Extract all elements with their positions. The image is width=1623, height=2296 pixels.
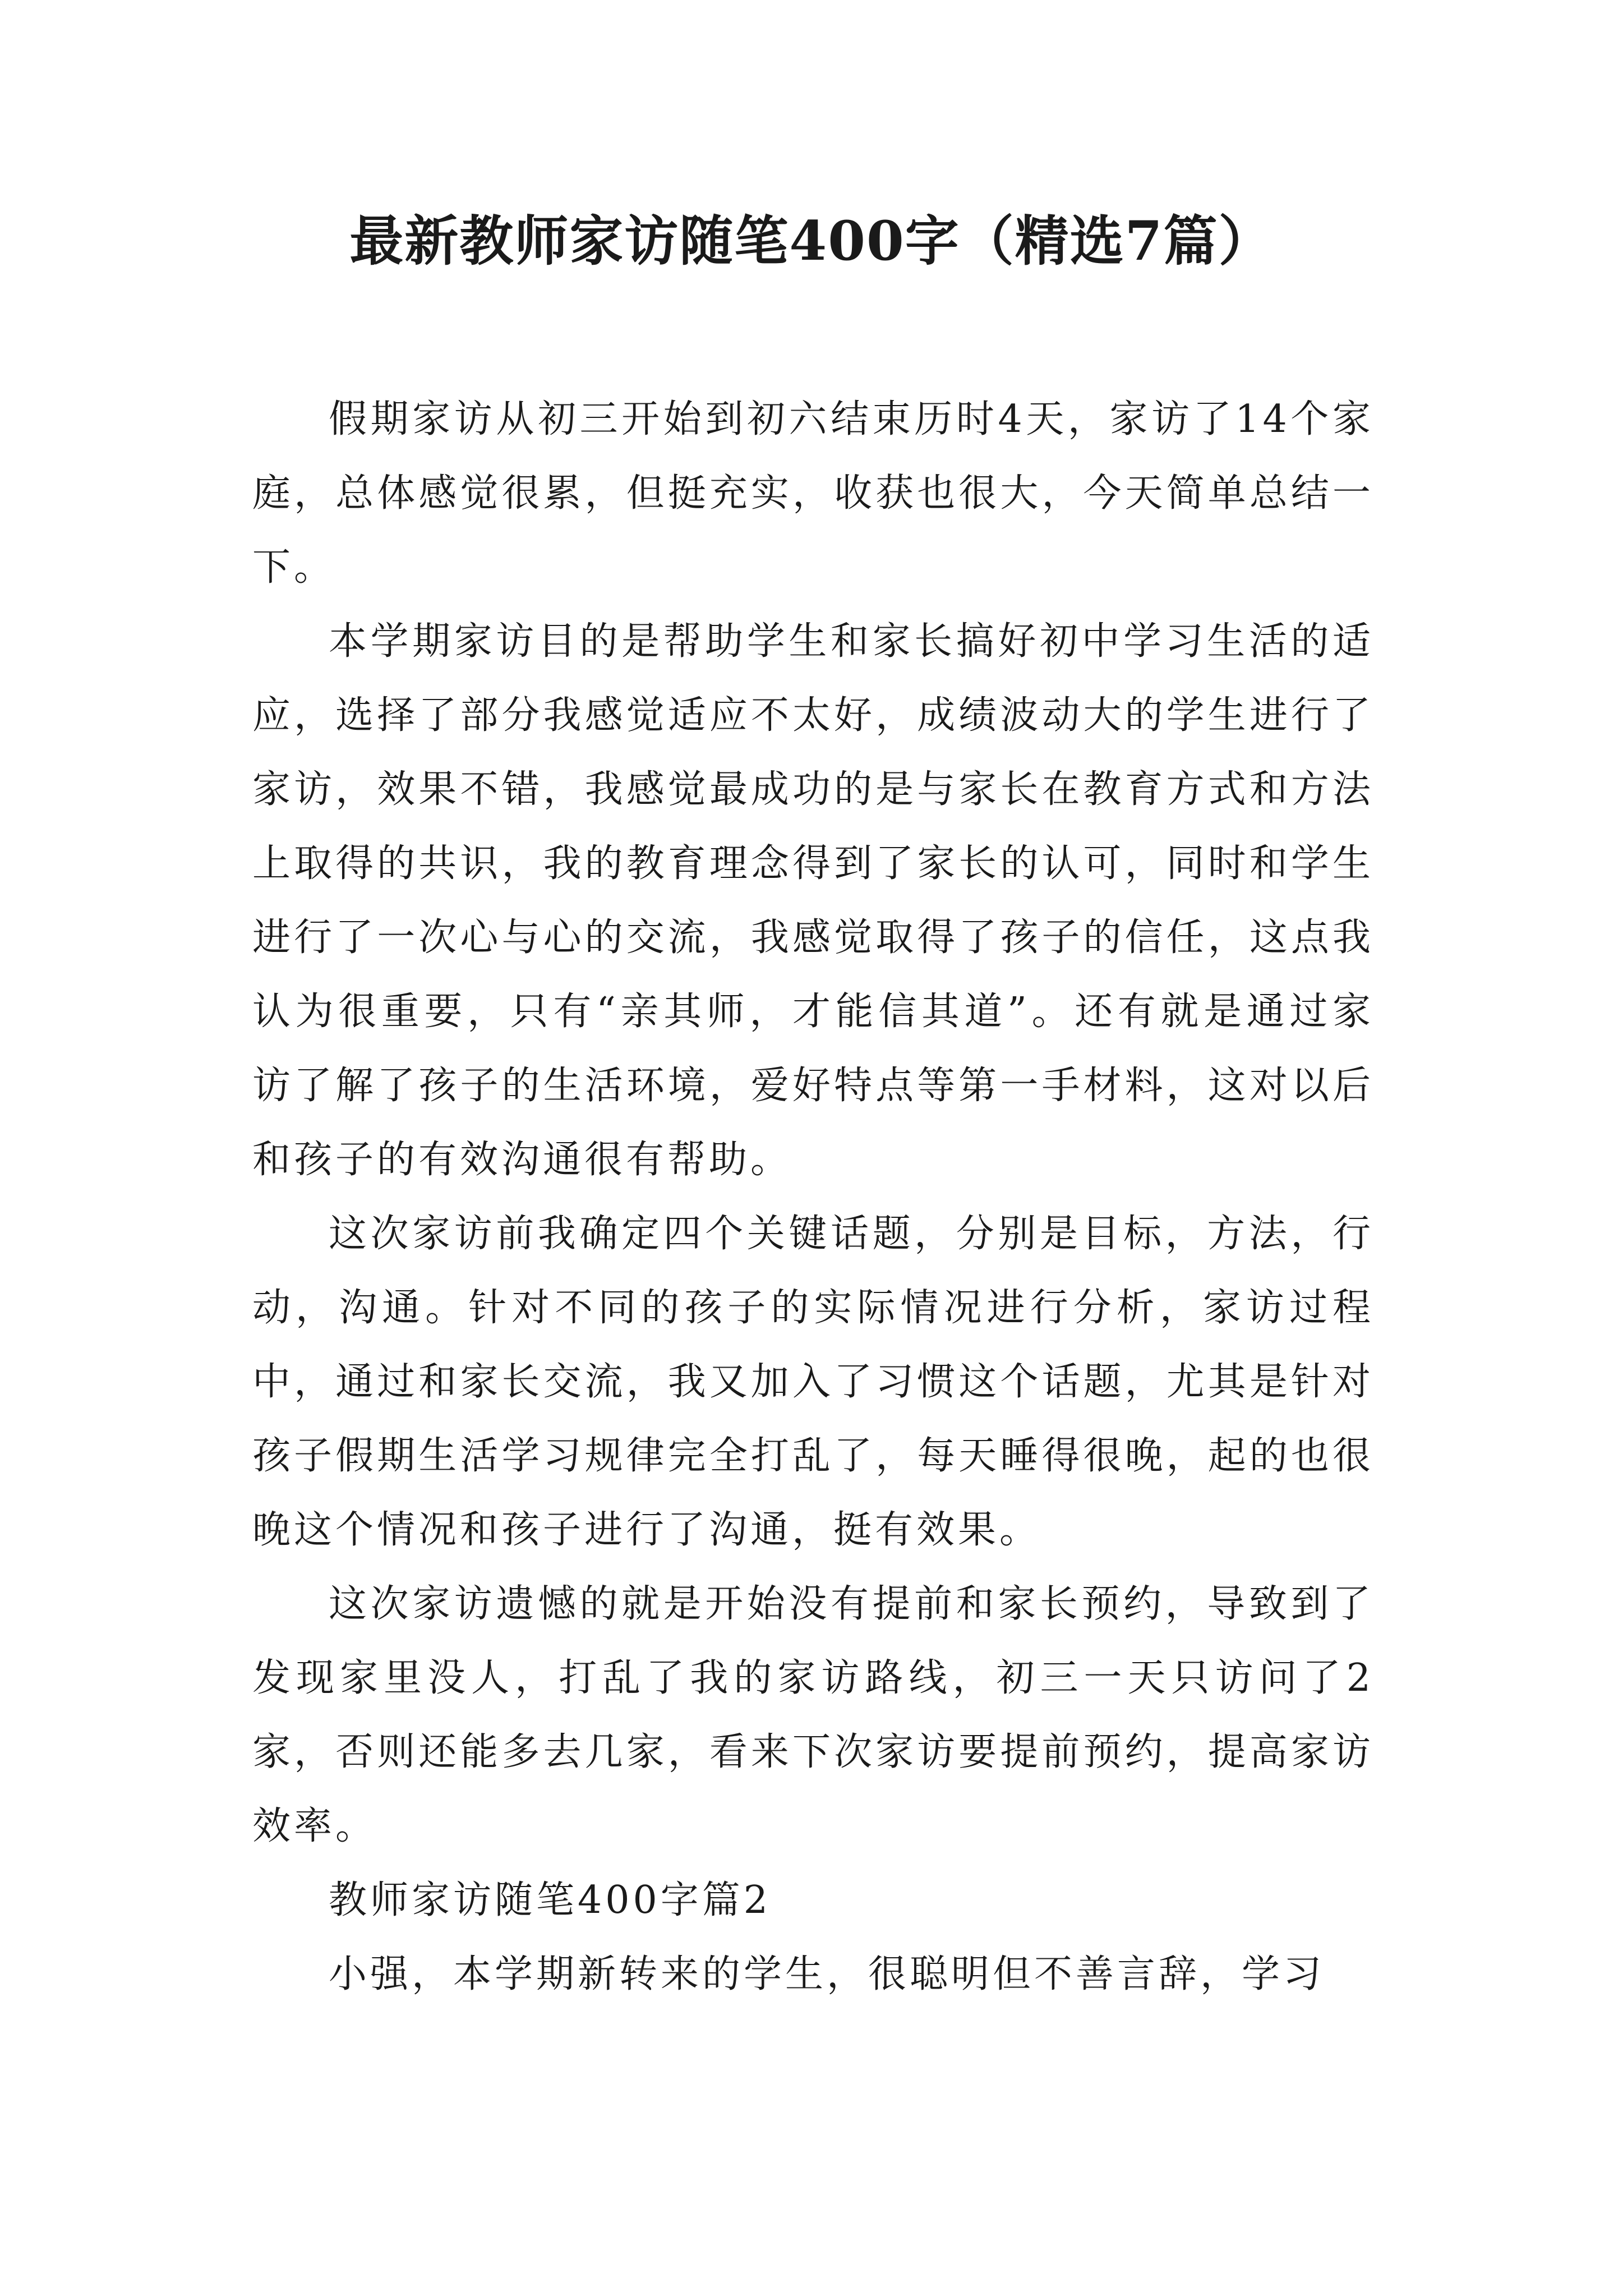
paragraph-1: 假期家访从初三开始到初六结束历时4天，家访了14个家庭，总体感觉很累，但挺充实，收获也很大，今天简单总结一下。	[252, 397, 1374, 590]
section-heading: 教师家访随笔400字篇2	[329, 1878, 772, 1922]
paragraph-3: 这次家访前我确定四个关键话题，分别是目标，方法，行动，沟通。针对不同的孩子的实际情况进行分析，家访过程中，通过和家长交流，我又加入了习惯这个话题，尤其是针对孩子假期生活学习规律完全打乱了，每天睡得很晚，起的也很晚这个情况和孩子进行了沟通，挺有效果。	[252, 1212, 1374, 1552]
paragraph-5: 小强，本学期新转来的学生，很聪明但不善言辞，学习	[329, 1952, 1325, 1996]
document-title: 最新教师家访随笔400字（精选7篇）	[349, 209, 1274, 273]
paragraph-2: 本学期家访目的是帮助学生和家长搞好初中学习生活的适应，选择了部分我感觉适应不太好，成绩波动大的学生进行了家访，效果不错，我感觉最成功的是与家长在教育方式和方法上取得的共识，我的教育理念得到了家长的认可，同时和学生进行了一次心与心的交流，我感觉取得了孩子的信任，这点我认为很重要，只有“亲其师，才能信其道”。还有就是通过家访了解了孩子的生活环境，爱好特点等第一手材料，这对以后和孩子的有效沟通很有帮助。	[252, 619, 1374, 1182]
paragraph-4: 这次家访遗憾的就是开始没有提前和家长预约，导致到了发现家里没人，打乱了我的家访路线，初三一天只访问了2家，否则还能多去几家，看来下次家访要提前预约，提高家访效率。	[252, 1582, 1374, 1848]
document-body	[252, 383, 1374, 2012]
